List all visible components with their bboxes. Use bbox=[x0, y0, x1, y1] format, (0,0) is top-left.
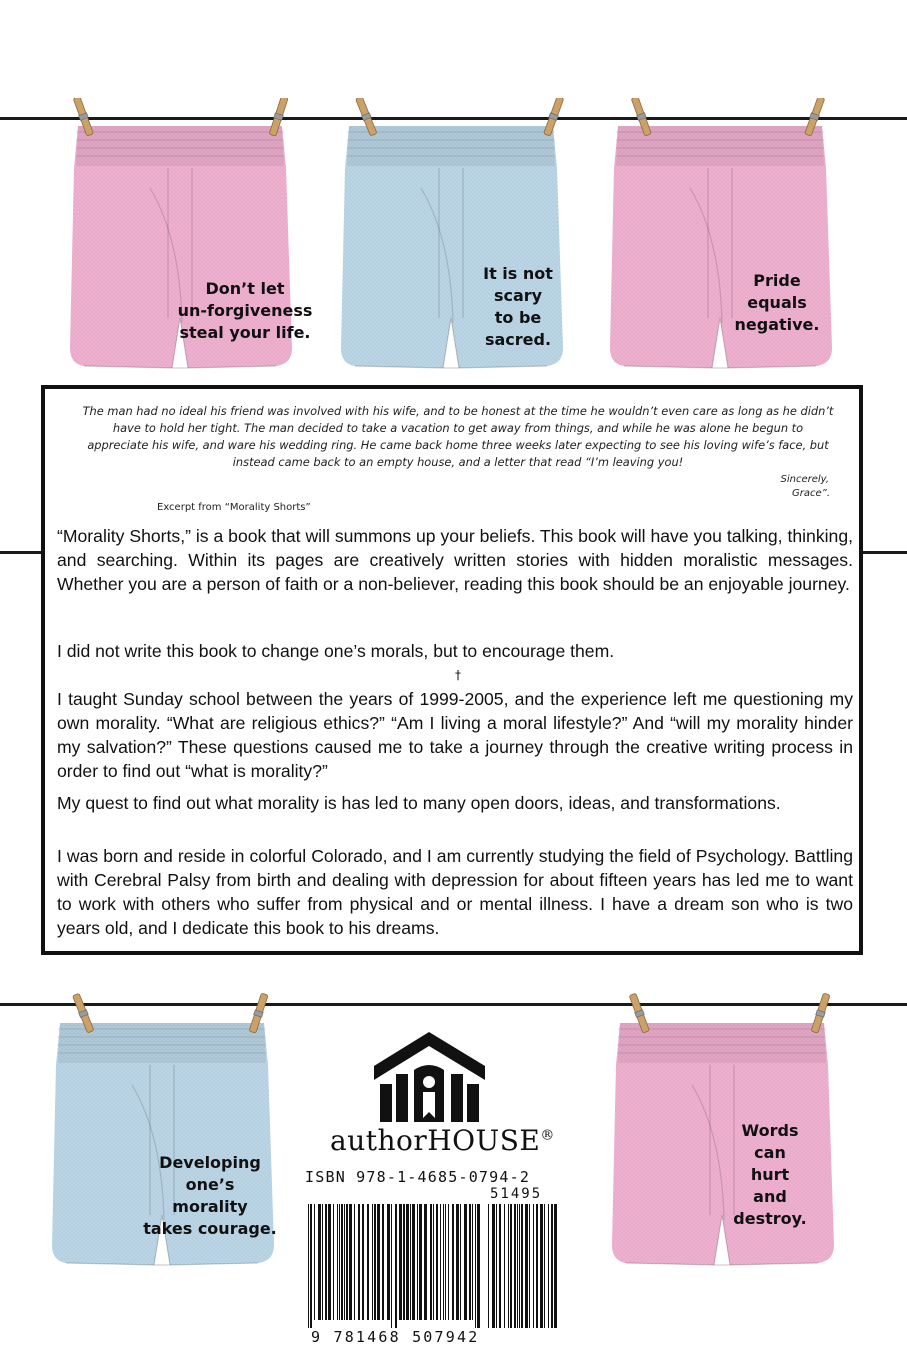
barcode-bar bbox=[464, 1204, 467, 1320]
addon-bar bbox=[540, 1204, 543, 1328]
barcode-bar bbox=[475, 1204, 476, 1328]
barcode-bar bbox=[460, 1204, 461, 1320]
book-description-panel bbox=[41, 385, 863, 955]
publisher-wordmark bbox=[330, 1124, 555, 1157]
barcode-bar bbox=[395, 1204, 397, 1328]
addon-bar bbox=[499, 1204, 501, 1328]
barcode-bar bbox=[322, 1204, 323, 1320]
addon-barcode-bars bbox=[488, 1204, 557, 1328]
barcode-bar bbox=[314, 1204, 315, 1320]
barcode-bar bbox=[417, 1204, 418, 1320]
barcode-digits: 9 781468 507942 bbox=[311, 1328, 480, 1346]
barcode-bar bbox=[308, 1204, 309, 1328]
barcode-bar bbox=[346, 1204, 348, 1320]
addon-bar bbox=[510, 1204, 512, 1328]
barcode-bar bbox=[344, 1204, 345, 1320]
barcode-bar bbox=[440, 1204, 441, 1320]
barcode-bar bbox=[443, 1204, 444, 1320]
addon-bar bbox=[529, 1204, 530, 1328]
description-paragraph-5: I was born and reside in colorful Colorado, and I am currently studying the field of Psychology. Battling with Cerebral Palsy from birth and dealing with depression for about fifteen years has led me to want to work with others who suffer from physical and or mental illness. I have a dream son who is two years old, and I dedicate this book to his dreams. bbox=[57, 846, 853, 938]
barcode-bar bbox=[337, 1204, 338, 1320]
barcode-bar bbox=[354, 1204, 355, 1320]
addon-bar bbox=[533, 1204, 534, 1328]
addon-bar bbox=[544, 1204, 545, 1328]
barcode-bar bbox=[448, 1204, 449, 1320]
barcode-bar bbox=[372, 1204, 373, 1320]
barcode-bar bbox=[328, 1204, 331, 1320]
barcode-bar bbox=[456, 1204, 459, 1320]
description-paragraph-2: I did not write this book to change one’s morals, but to encourage them. bbox=[57, 641, 615, 661]
publisher-logo bbox=[372, 1030, 487, 1129]
addon-bar bbox=[488, 1204, 489, 1328]
barcode-bar bbox=[403, 1204, 405, 1320]
shorts-caption-3: Pride equals negative. bbox=[734, 271, 820, 334]
addon-bar bbox=[492, 1204, 495, 1328]
addon-bar bbox=[496, 1204, 497, 1328]
barcode-bar bbox=[391, 1204, 392, 1328]
shorts-caption-2: It is not scary to be sacred. bbox=[483, 264, 553, 349]
cross-symbol: † bbox=[455, 668, 461, 682]
shorts-caption-1: Don’t let un-forgiveness steal your life. bbox=[177, 279, 313, 342]
description-paragraph-1: “Morality Shorts,” is a book that will summons up your beliefs. This book will have you talking, thinking, and searching. Within its pages are creatively written stories with hidden moralistic messages. Whether you are a person of faith or a non-believer, reading this book should be an enjoyable journey. bbox=[57, 526, 853, 594]
barcode-bar bbox=[433, 1204, 434, 1320]
barcode-bar bbox=[424, 1204, 427, 1320]
addon-bar bbox=[525, 1204, 528, 1328]
description-paragraph-3: I taught Sunday school between the years of 1999-2005, and the experience left me questioning my own morality. “What are religious ethics?” “Am I living a moral lifestyle?” And “will my morality hinder my salvation?” These questions caused me to take a journey through the creative writing process in order to find out “what is morality?” bbox=[57, 689, 853, 781]
addon-bar bbox=[519, 1204, 520, 1328]
barcode-bar bbox=[430, 1204, 432, 1320]
barcode-bar bbox=[399, 1204, 402, 1320]
barcode-bar bbox=[310, 1204, 312, 1328]
barcode-bar bbox=[339, 1204, 340, 1320]
barcode-bar bbox=[452, 1204, 454, 1320]
excerpt-signoff-1: Sincerely, bbox=[780, 474, 829, 485]
barcode-bar bbox=[472, 1204, 473, 1320]
shorts-caption-5: Words can hurt and destroy. bbox=[733, 1121, 807, 1228]
addon-bar bbox=[504, 1204, 505, 1328]
excerpt-label: Excerpt from “Morality Shorts” bbox=[157, 502, 311, 513]
addon-bar bbox=[508, 1204, 509, 1328]
barcode-bar bbox=[406, 1204, 409, 1320]
barcode-bar bbox=[358, 1204, 360, 1320]
authorhouse-house-icon bbox=[372, 1030, 487, 1125]
barcode-bar bbox=[419, 1204, 422, 1320]
addon-bar bbox=[514, 1204, 516, 1328]
publisher-name: authorHOUSE bbox=[330, 1124, 541, 1157]
addon-bar bbox=[548, 1204, 549, 1328]
barcode-bar bbox=[387, 1204, 390, 1320]
shorts-blue-2 bbox=[40, 985, 286, 1285]
addon-bar bbox=[551, 1204, 553, 1328]
registered-mark: ® bbox=[540, 1127, 555, 1144]
barcode-bar bbox=[374, 1204, 376, 1320]
barcode-bar bbox=[362, 1204, 364, 1320]
barcode-bar bbox=[412, 1204, 415, 1320]
barcode-bar bbox=[477, 1204, 480, 1328]
barcode-bar bbox=[436, 1204, 438, 1320]
barcode-bar bbox=[349, 1204, 352, 1320]
addon-bar bbox=[536, 1204, 538, 1328]
excerpt-quote: The man had no ideal his friend was involved with his wife, and to be honest at the time he wouldn’t even care as long as he didn’t have to hold her tight. The man decided to take a vacation to get away from things, and while he was alone he begun to appreciate his wife, and ware his wedding ring. He came back home three weeks later expecting to see his loving wife’s face, but instead came back to an empty house, and a letter that read “I’m leaving you! bbox=[82, 404, 834, 469]
main-barcode-bars bbox=[308, 1204, 480, 1328]
barcode-bar bbox=[341, 1204, 343, 1320]
isbn-number: ISBN 978-1-4685-0794-2 bbox=[305, 1168, 531, 1186]
barcode-bar bbox=[469, 1204, 471, 1320]
price-code: 51495 bbox=[490, 1186, 543, 1202]
addon-bar bbox=[517, 1204, 518, 1328]
barcode-bar bbox=[325, 1204, 327, 1320]
addon-bar bbox=[554, 1204, 557, 1328]
shorts-pink-2 bbox=[598, 98, 844, 378]
barcode-bar bbox=[318, 1204, 321, 1320]
excerpt-signoff-2: Grace”. bbox=[792, 488, 830, 499]
shorts-caption-4: Developing one’s morality takes courage. bbox=[143, 1153, 277, 1238]
barcode-bar bbox=[445, 1204, 446, 1320]
barcode-bar bbox=[377, 1204, 380, 1320]
barcode-bar bbox=[382, 1204, 384, 1320]
barcode-bar bbox=[410, 1204, 411, 1320]
description-paragraph-4: My quest to find out what morality is has led to many open doors, ideas, and transformations. bbox=[57, 793, 781, 813]
barcode-bar bbox=[367, 1204, 369, 1320]
isbn-barcode bbox=[308, 1186, 560, 1328]
addon-bar bbox=[521, 1204, 523, 1328]
barcode-bar bbox=[333, 1204, 334, 1320]
